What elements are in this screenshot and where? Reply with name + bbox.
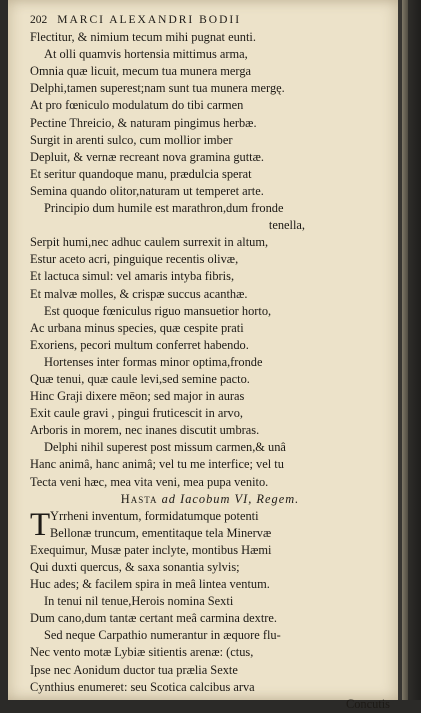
verse-line: Huc ades; & facilem spira in meâ lintea ventum.: [30, 577, 270, 592]
page-number: 202: [30, 14, 48, 26]
page-text: [30, 12, 390, 713]
verse-line: Tecta veni hæc, mea vita veni, mea pupa venito.: [30, 474, 269, 489]
verse-line: At pro fœniculo modulatum do tibi carmen: [30, 98, 244, 113]
verse-line-turnover: tenella,: [268, 218, 305, 233]
verse-line: Hinc Graji dixere mēon; sed major in auras: [30, 389, 245, 404]
verse-line: Hanc animâ, hanc animâ; vel tu me interfice; vel tu: [30, 457, 284, 472]
verse-line: Serpit humi,nec adhuc caulem surrexit in altum,: [30, 235, 269, 250]
verse-line: Ipse nec Aonidum ductor tua prælia Sexte: [30, 662, 238, 677]
verse-line: Sed neque Carpathio numerantur in æquore flu-: [44, 628, 281, 643]
poem-opening: [30, 508, 390, 542]
book-edge: [398, 0, 421, 700]
poem-heading: [30, 491, 390, 508]
catchword: Concutis: [345, 696, 390, 711]
verse-line: Depluit, & vernæ recreant nova gramina guttæ.: [30, 149, 264, 164]
verse-line: Exit caule gravi , pingui fruticescit in arvo,: [30, 406, 243, 421]
verse-line: Est quoque fœniculus riguo mansuetior horto,: [44, 303, 272, 318]
verse-line: At olli quamvis hortensia mittimus arma,: [44, 47, 248, 62]
drop-cap: T: [30, 506, 51, 543]
verse-line: Qui duxti quercus, & saxa sonantia sylvis;: [30, 560, 240, 574]
verse-line: Et lactuca simul: vel amaris intyba fibris,: [30, 269, 235, 284]
verse-line: Semina quando olitor,naturam ut temperet arte.: [30, 183, 264, 198]
poem-heading-dedication: ad Iacobum VI, Regem.: [161, 491, 300, 506]
verse-line: Omnia quæ licuit, mecum tua munera merga: [30, 64, 252, 79]
verse-line: Delphi nihil superest post missum carmen,& unâ: [44, 440, 286, 455]
verse-line: Delphi,tamen superest;nam sunt tua munera mergę.: [30, 81, 285, 96]
verse-line: Principio dum humile est marathron,dum fronde: [44, 201, 284, 216]
verse-line: Quæ tenui, quæ caule levi,sed semine pacto.: [30, 371, 250, 386]
verse-line: Ac urbana minus species, quæ cespite prati: [30, 320, 244, 335]
running-head: MARCI ALEXANDRI BODII: [57, 14, 242, 26]
verse-line: Arboris in morem, nec inanes discutit umbras.: [30, 423, 260, 438]
verse-line: Et seritur quandoque manu, prædulcia sperat: [30, 166, 252, 181]
page-fold: [402, 0, 408, 700]
poem-heading-name: Hasta: [120, 491, 158, 506]
book-page: [8, 0, 406, 711]
verse-line: Yrrheni inventum, formidatumque potenti: [50, 508, 259, 523]
verse-line: Bellonæ truncum, ementitaque tela Minervæ: [50, 525, 272, 540]
verse-line: Flectitur, & nimium tecum mihi pugnat eunti.: [30, 30, 256, 45]
verse-line: Surgit in arenti sulco, cum mollior imber: [30, 132, 233, 147]
verse-line: In tenui nil tenue,Herois nomina Sexti: [44, 594, 234, 609]
verse-line: Nec vento motæ Lybiæ sitientis arenæ: (ctus,: [30, 645, 254, 660]
verse-line: Hortenses inter formas minor optima,fronde: [44, 354, 263, 369]
verse-line: Estur aceto acri, pinguique recentis olivæ,: [30, 252, 239, 267]
page-header: [30, 12, 390, 29]
verse-line: Pectine Threicio, & naturam pingimus herbæ.: [30, 115, 257, 130]
verse-line: Exoriens, pecori multum conferret habendo.: [30, 337, 249, 352]
verse-line: Exequimur, Musæ pater inclyte, montibus Hæmi: [30, 542, 272, 557]
verse-line: Et malvæ molles, & crispæ succus acanthæ.: [30, 286, 248, 301]
verse-line: Cynthius enumeret: seu Scotica calcibus arva: [30, 679, 255, 694]
verse-line: Dum cano,dum tantæ certant meâ carmina dextre.: [30, 611, 278, 626]
